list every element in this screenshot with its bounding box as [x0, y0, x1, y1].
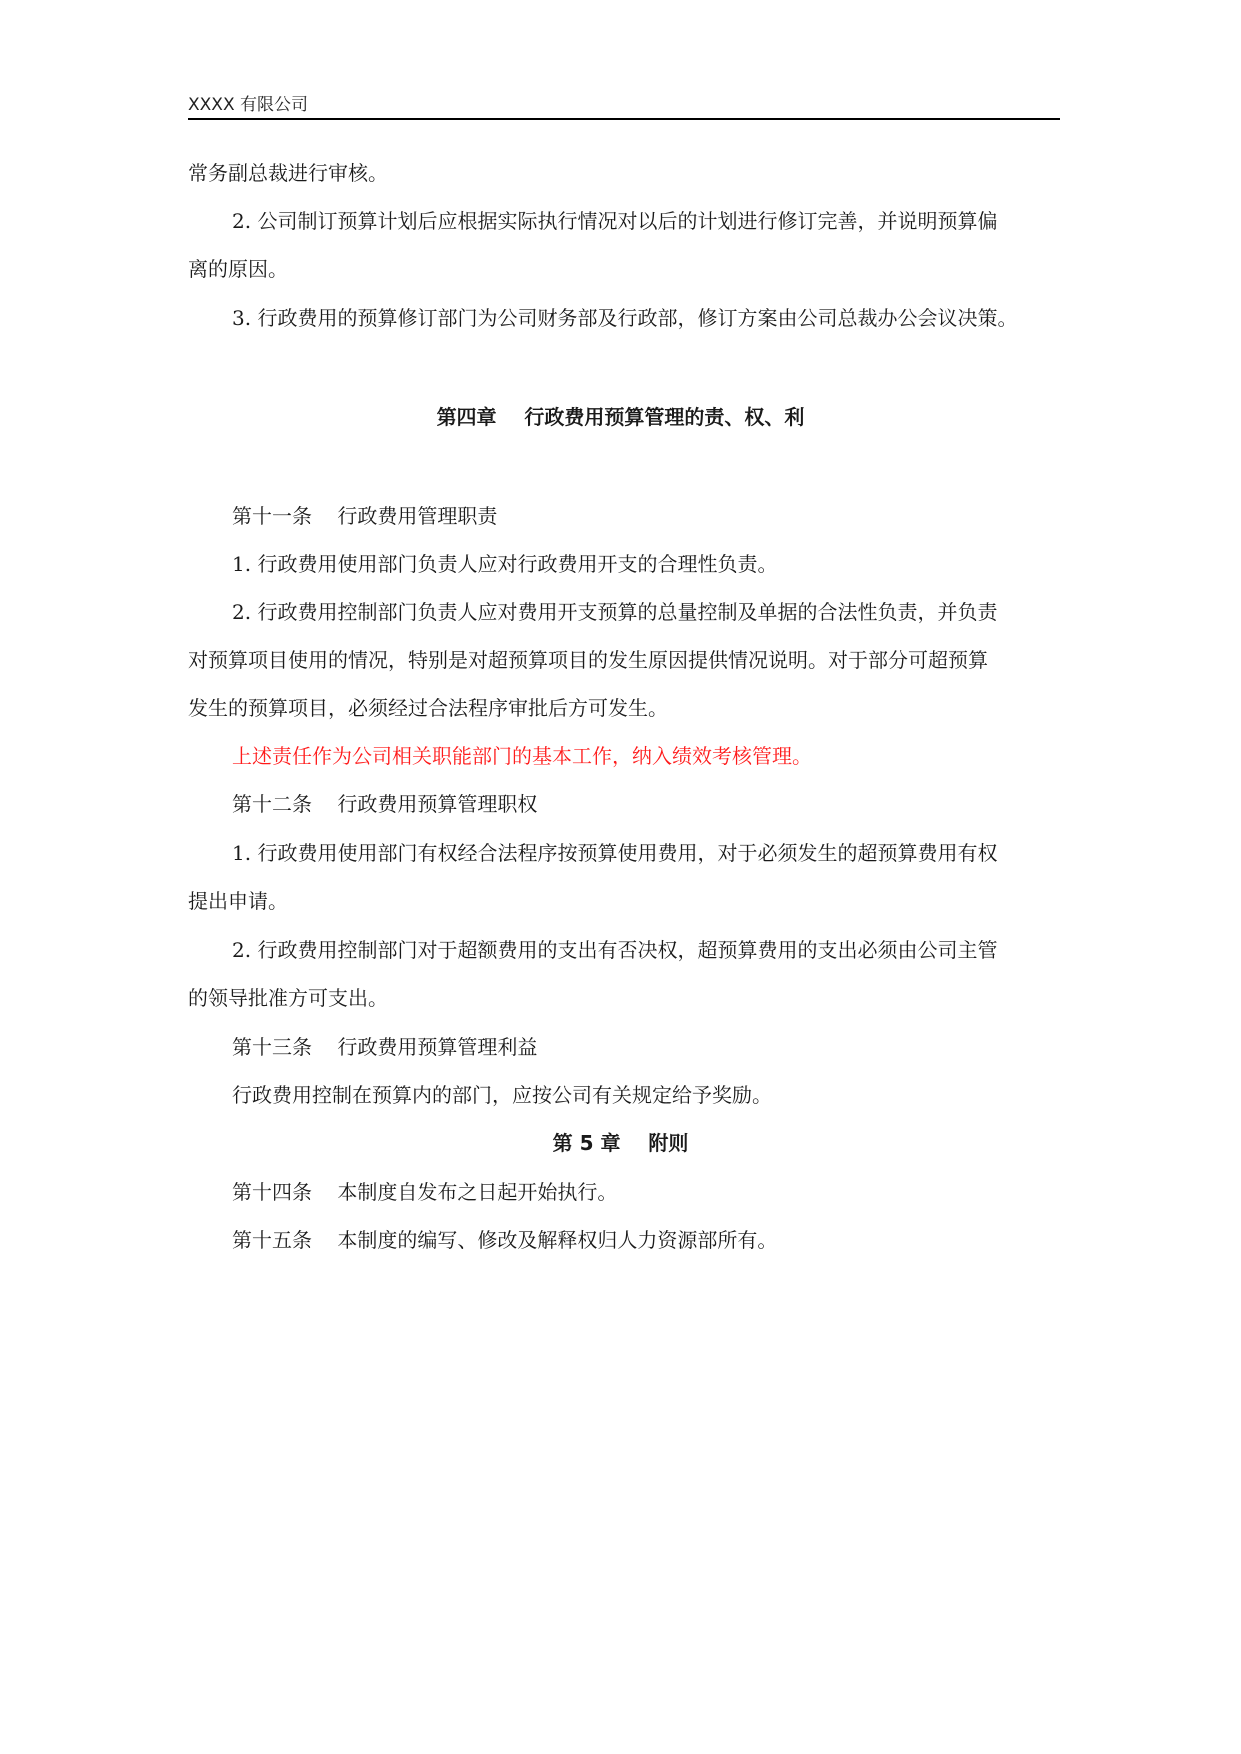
article-11-item-2-line-3: 发生的预算项目，必须经过合法程序审批后方可发生。: [188, 696, 668, 720]
article-11-item-2-line-1: 2. 行政费用控制部门负责人应对费用开支预算的总量控制及单据的合法性负责，并负责: [232, 600, 998, 624]
article-12-item-1-line-1: 1. 行政费用使用部门有权经合法程序按预算使用费用，对于必须发生的超预算费用有权: [232, 841, 998, 865]
article-11-item-2-line-2: 对预算项目使用的情况，特别是对超预算项目的发生原因提供情况说明。对于部分可超预算: [188, 648, 988, 672]
paragraph-item-3: 3. 行政费用的预算修订部门为公司财务部及行政部，修订方案由公司总裁办公会议决策。: [232, 306, 1018, 330]
article-12-title: 第十二条 行政费用预算管理职权: [232, 792, 538, 816]
article-12-item-2-line-1: 2. 行政费用控制部门对于超额费用的支出有否决权，超预算费用的支出必须由公司主管: [232, 938, 998, 962]
article-12-item-2-line-2: 的领导批准方可支出。: [188, 986, 388, 1010]
paragraph-item-2-line-1: 2. 公司制订预算计划后应根据实际执行情况对以后的计划进行修订完善，并说明预算偏: [232, 209, 998, 233]
company-name: XXXX 有限公司: [188, 95, 308, 115]
article-13-body: 行政费用控制在预算内的部门，应按公司有关规定给予奖励。: [232, 1083, 772, 1107]
paragraph-item-2-line-2: 离的原因。: [188, 257, 288, 281]
article-15: 第十五条 本制度的编写、修改及解释权归人力资源部所有。: [232, 1228, 778, 1252]
article-11-item-1: 1. 行政费用使用部门负责人应对行政费用开支的合理性负责。: [232, 552, 778, 576]
chapter-4-heading: 第四章 行政费用预算管理的责、权、利: [436, 405, 805, 429]
article-12-item-1-line-2: 提出申请。: [188, 889, 288, 913]
article-14: 第十四条 本制度自发布之日起开始执行。: [232, 1180, 618, 1204]
article-13-title: 第十三条 行政费用预算管理利益: [232, 1035, 538, 1059]
chapter-5-heading: 第 5 章 附则: [552, 1131, 689, 1155]
paragraph-continuation: 常务副总裁进行审核。: [188, 161, 388, 185]
page-header: [188, 88, 1060, 120]
article-11-red-note: 上述责任作为公司相关职能部门的基本工作，纳入绩效考核管理。: [232, 744, 812, 768]
article-11-title: 第十一条 行政费用管理职责: [232, 504, 498, 528]
